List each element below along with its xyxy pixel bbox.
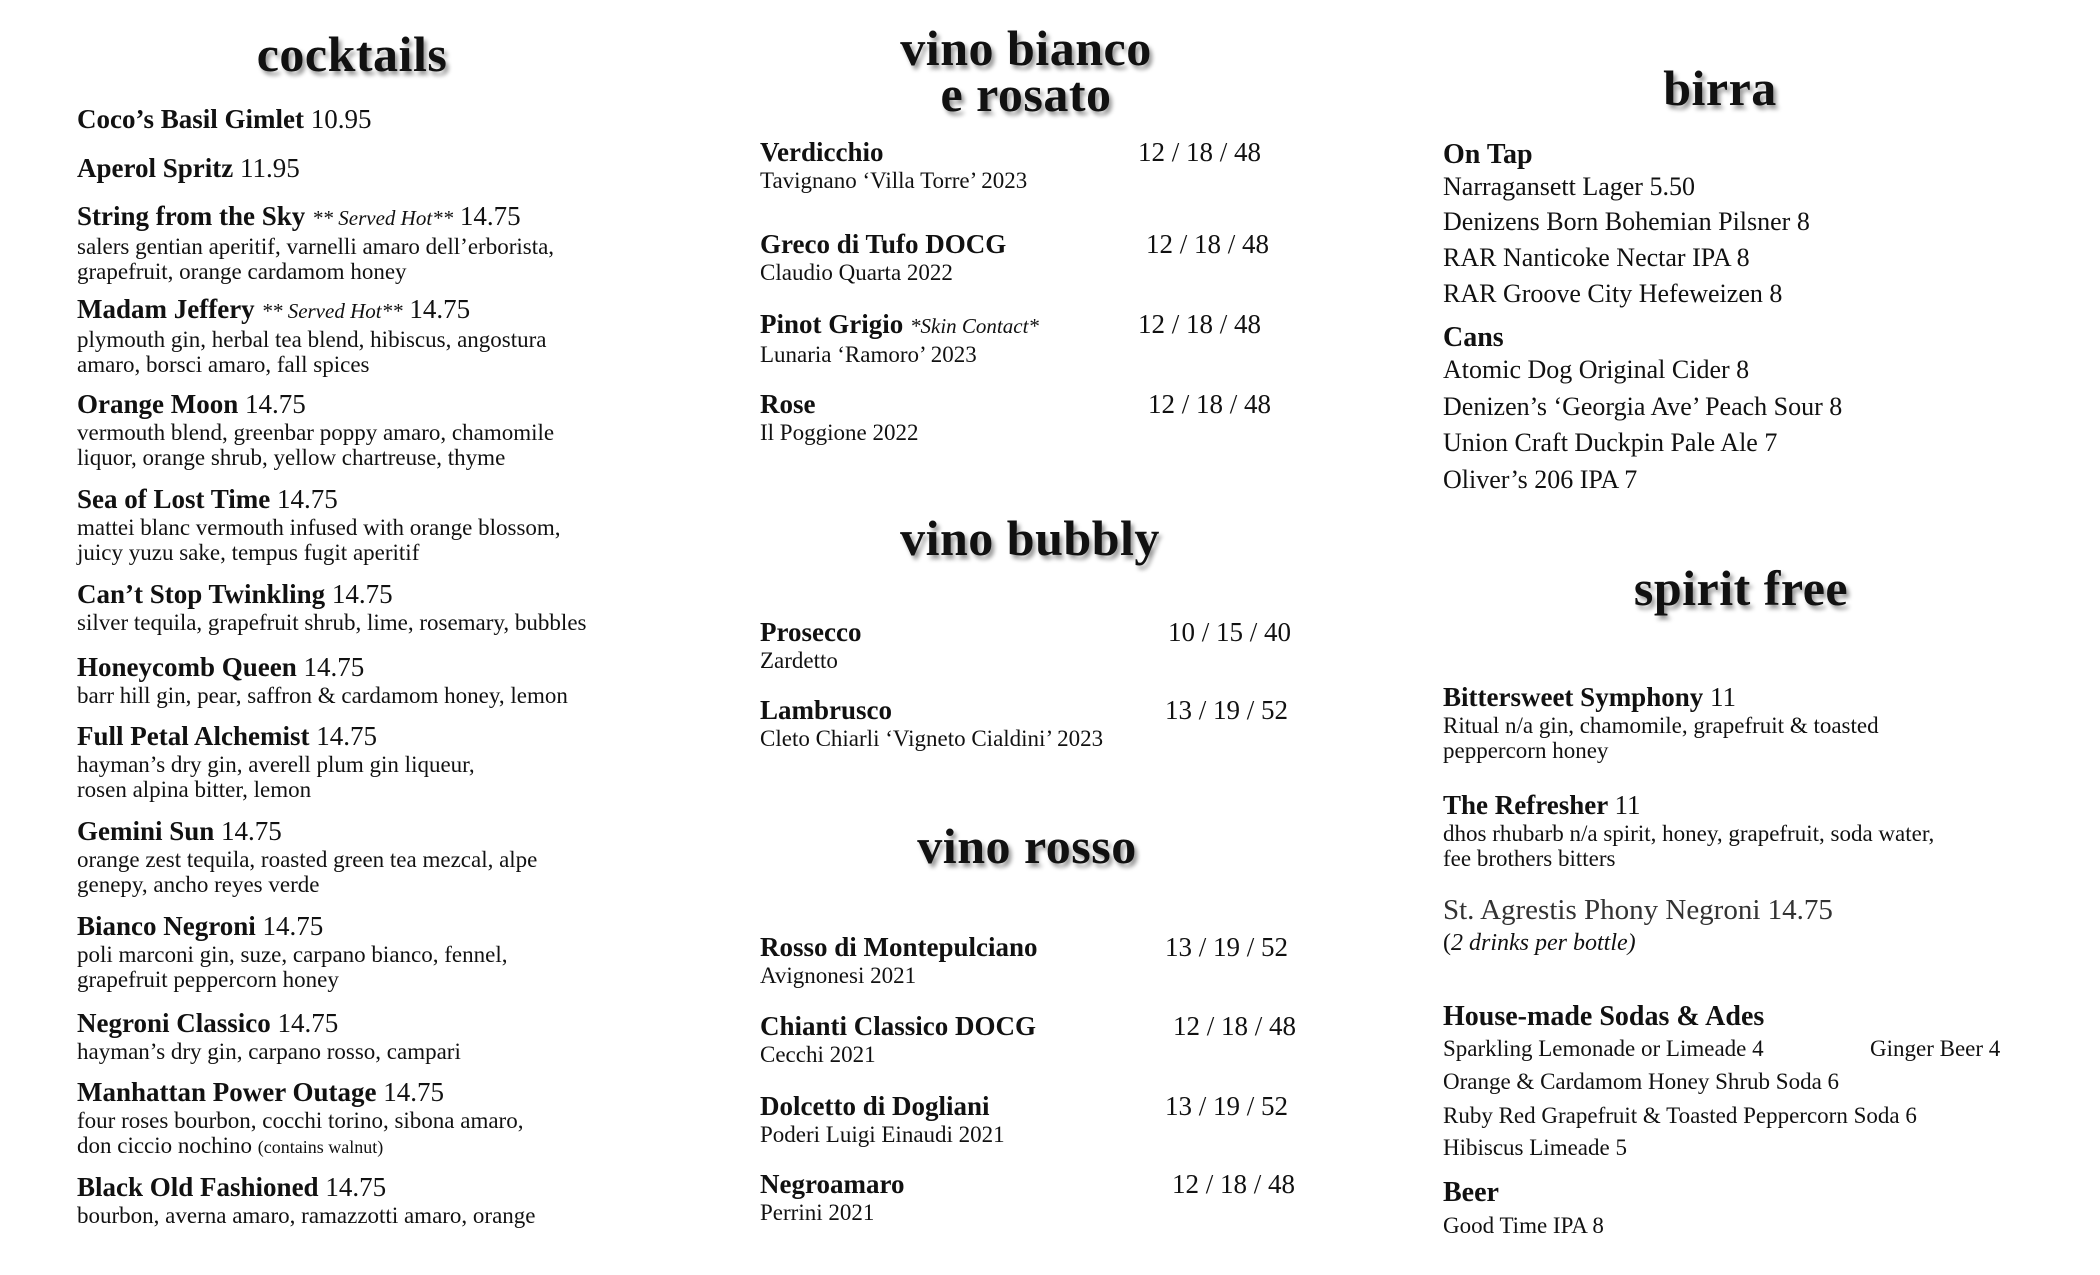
cocktail-description <box>77 259 554 284</box>
soda-item: Sparkling Lemonade or Limeade 4 <box>1443 1036 1764 1061</box>
description-text: liquor, orange shrub, yellow chartreuse, thyme <box>77 445 506 470</box>
cocktail-name: Madam Jeffery <box>77 294 255 324</box>
cocktail-name-line <box>77 652 568 683</box>
cocktail-description <box>77 610 586 635</box>
wine-name-line <box>760 932 1038 963</box>
wine-item <box>760 229 1006 285</box>
ginger-beer-item: Ginger Beer 4 <box>1870 1036 2001 1061</box>
wine-name-line <box>760 137 1027 168</box>
cocktail-description <box>77 540 561 565</box>
heading-spirit-free: spirit free <box>1633 560 1849 616</box>
cocktail-description <box>77 445 554 470</box>
wine-item <box>760 695 1103 751</box>
cocktail-price: 14.75 <box>325 1172 387 1202</box>
description-text: four roses bourbon, cocchi torino, sibona amaro, <box>77 1108 524 1133</box>
wine-producer: Il Poggione 2022 <box>760 420 919 445</box>
cocktail-price: 14.75 <box>277 1008 339 1038</box>
wine-price: 13 / 19 / 52 <box>1165 1091 1289 1121</box>
description-text: genepy, ancho reyes verde <box>77 872 320 897</box>
wine-price: 12 / 18 / 48 <box>1146 229 1270 259</box>
wine-item <box>760 1011 1036 1067</box>
wine-name: Negroamaro <box>760 1169 905 1199</box>
heading-vino-bianco: vino bianco <box>900 20 1152 76</box>
cocktail-name: Full Petal Alchemist <box>77 721 310 751</box>
heading-vino-rosso: vino rosso <box>917 818 1137 874</box>
phony-negroni-note <box>1443 930 1636 956</box>
served-hot-note: ** Served Hot** <box>312 206 454 230</box>
cocktail-price: 14.75 <box>277 484 338 514</box>
cocktail-name: Negroni Classico <box>77 1008 271 1038</box>
wine-price: 13 / 19 / 52 <box>1165 695 1289 725</box>
cocktail-name-line <box>77 201 554 234</box>
wine-name-line <box>760 229 1006 260</box>
wine-item <box>760 932 1038 988</box>
spirit-free-description: dhos rhubarb n/a spirit, honey, grapefruit, soda water, <box>1443 821 1935 846</box>
cocktail-name: Manhattan Power Outage <box>77 1077 377 1107</box>
wine-price: 12 / 18 / 48 <box>1172 1169 1296 1199</box>
cocktail-item <box>77 484 561 565</box>
cocktail-description <box>77 752 475 777</box>
description-text: grapefruit peppercorn honey <box>77 967 339 992</box>
description-text: bourbon, averna amaro, ramazzotti amaro, orange <box>77 1203 536 1228</box>
cocktail-item <box>77 1008 461 1064</box>
description-text: amaro, borsci amaro, fall spices <box>77 352 370 377</box>
cocktail-name: Bianco Negroni <box>77 911 256 941</box>
cocktail-item <box>77 1172 536 1228</box>
description-text: salers gentian aperitif, varnelli amaro dell’erborista, <box>77 234 555 259</box>
beer-item: Denizens Born Bohemian Pilsner 8 <box>1443 207 1810 236</box>
description-text: vermouth blend, greenbar poppy amaro, chamomile <box>77 420 555 445</box>
cocktail-name-line <box>77 721 475 752</box>
description-text: barr hill gin, pear, saffron & cardamom honey, lemon <box>77 683 568 708</box>
cocktail-name-line <box>77 911 507 942</box>
cocktail-item <box>77 652 568 708</box>
can-item: Oliver’s 206 IPA 7 <box>1443 465 1638 494</box>
wine-name-line <box>760 1011 1036 1042</box>
cocktail-description <box>77 327 547 352</box>
spirit-free-name: The Refresher <box>1443 790 1608 820</box>
can-item: Denizen’s ‘Georgia Ave’ Peach Sour 8 <box>1443 392 1843 421</box>
cocktail-name: Coco’s Basil Gimlet <box>77 104 304 134</box>
can-item: Atomic Dog Original Cider 8 <box>1443 355 1750 384</box>
beer-label: Beer <box>1443 1177 1499 1208</box>
wine-name-line <box>760 695 1103 726</box>
wine-producer: Tavignano ‘Villa Torre’ 2023 <box>760 168 1028 193</box>
cocktail-name: Black Old Fashioned <box>77 1172 319 1202</box>
wine-item <box>760 137 1027 193</box>
cocktail-price: 11.95 <box>240 153 300 183</box>
beer-item: RAR Groove City Hefeweizen 8 <box>1443 279 1783 308</box>
cocktail-name: Honeycomb Queen <box>77 652 297 682</box>
na-beer-item: Good Time IPA 8 <box>1443 1213 1604 1238</box>
description-text: don ciccio nochino <box>77 1133 253 1158</box>
cocktail-price: 14.75 <box>303 652 365 682</box>
cocktail-price: 14.75 <box>409 294 471 324</box>
cocktail-name-line <box>77 1008 461 1039</box>
cocktail-price: 14.75 <box>245 389 306 419</box>
cocktail-name: Gemini Sun <box>77 816 215 846</box>
cocktail-description <box>77 872 537 897</box>
cocktail-name-line <box>77 153 300 184</box>
wine-name: Pinot Grigio <box>760 309 904 339</box>
description-text: grapefruit, orange cardamom honey <box>77 259 407 284</box>
cocktail-name-line <box>77 1172 536 1203</box>
wine-item <box>760 1091 1005 1147</box>
spirit-free-price: 11 <box>1709 682 1736 712</box>
wine-name: Greco di Tufo DOCG <box>760 229 1007 259</box>
spirit-free-item <box>1443 790 1934 871</box>
wine-name-line <box>760 1169 904 1200</box>
spirit-free-name: Bittersweet Symphony <box>1443 682 1704 712</box>
spirit-free-description: Ritual n/a gin, chamomile, grapefruit & toasted <box>1443 713 1879 738</box>
cocktail-description <box>77 1039 461 1064</box>
wine-item <box>760 389 918 445</box>
cocktail-item <box>77 294 547 377</box>
cocktail-description <box>77 942 507 967</box>
cocktail-price: 14.75 <box>262 911 324 941</box>
cocktail-item <box>77 721 475 802</box>
cocktail-name-line <box>77 1077 523 1108</box>
spirit-free-description: peppercorn honey <box>1443 738 1609 763</box>
description-text: poli marconi gin, suze, carpano bianco, fennel, <box>77 942 508 967</box>
wine-producer: Poderi Luigi Einaudi 2021 <box>760 1122 1005 1147</box>
on-tap-label: On Tap <box>1443 139 1533 170</box>
wine-producer: Perrini 2021 <box>760 1200 875 1225</box>
cocktail-description <box>77 847 537 872</box>
spirit-free-name-line <box>1443 682 1879 713</box>
served-hot-note: ** Served Hot** <box>261 299 403 323</box>
wine-producer: Cleto Chiarli ‘Vigneto Cialdini’ 2023 <box>760 726 1104 751</box>
wine-name: Verdicchio <box>760 137 884 167</box>
description-text: hayman’s dry gin, carpano rosso, campari <box>77 1039 461 1064</box>
heading-e-rosato: e rosato <box>940 66 1112 122</box>
cans-label: Cans <box>1443 322 1504 353</box>
paren: ( <box>1443 930 1451 956</box>
wine-name-line <box>760 309 1039 342</box>
cocktail-price: 14.75 <box>316 721 377 751</box>
wine-note: *Skin Contact* <box>910 314 1039 338</box>
cocktail-name-line <box>77 579 586 610</box>
wine-name: Prosecco <box>760 617 862 647</box>
soda-item: Hibiscus Limeade 5 <box>1443 1135 1627 1160</box>
wine-price: 12 / 18 / 48 <box>1138 137 1262 167</box>
description-text: juicy yuzu sake, tempus fugit aperitif <box>77 540 420 565</box>
wine-name: Rosso di Montepulciano <box>760 932 1038 962</box>
cocktail-name-line <box>77 484 561 515</box>
cocktail-description <box>77 1108 523 1133</box>
description-text: rosen alpina bitter, lemon <box>77 777 312 802</box>
cocktail-description <box>77 515 561 540</box>
cocktail-item <box>77 911 507 992</box>
spirit-free-description: fee brothers bitters <box>1443 846 1616 871</box>
allergen-note: (contains walnut) <box>257 1137 384 1157</box>
cocktail-item <box>77 389 554 470</box>
cocktail-name-line <box>77 104 371 135</box>
cocktail-description <box>77 1203 536 1228</box>
heading-cocktails: cocktails <box>256 26 448 82</box>
cocktail-item <box>77 816 537 897</box>
cocktail-price: 14.75 <box>331 579 393 609</box>
cocktail-item <box>77 1077 523 1160</box>
wine-price: 12 / 18 / 48 <box>1138 309 1262 339</box>
spirit-free-name-line <box>1443 790 1934 821</box>
wine-producer: Zardetto <box>760 648 838 673</box>
cocktail-price: 14.75 <box>383 1077 444 1107</box>
wine-item <box>760 617 861 673</box>
wine-price: 13 / 19 / 52 <box>1165 932 1289 962</box>
cocktail-description <box>77 352 547 377</box>
wine-item <box>760 1169 904 1225</box>
cocktail-item <box>77 201 554 284</box>
wine-name-line <box>760 389 918 420</box>
cocktail-description <box>77 683 568 708</box>
wine-producer: Cecchi 2021 <box>760 1042 876 1067</box>
wine-producer: Lunaria ‘Ramoro’ 2023 <box>760 342 977 367</box>
cocktail-description <box>77 234 554 259</box>
wine-item <box>760 309 1039 367</box>
cocktail-name: Orange Moon <box>77 389 239 419</box>
sodas-label: House-made Sodas & Ades <box>1443 1001 1765 1032</box>
heading-birra: birra <box>1663 60 1777 116</box>
cocktail-description <box>77 967 507 992</box>
cocktail-name: Can’t Stop Twinkling <box>77 579 326 609</box>
cocktail-price: 10.95 <box>310 104 372 134</box>
cocktail-description <box>77 1133 523 1160</box>
cocktail-price: 14.75 <box>221 816 282 846</box>
cocktail-description <box>77 777 475 802</box>
cocktail-name-line <box>77 294 547 327</box>
phony-note-text: 2 drinks per bottle) <box>1451 930 1636 956</box>
cocktail-item <box>77 153 300 184</box>
wine-name-line <box>760 617 861 648</box>
description-text: plymouth gin, herbal tea blend, hibiscus, angostura <box>77 327 547 352</box>
beer-item: RAR Nanticoke Nectar IPA 8 <box>1443 243 1750 272</box>
wine-producer: Avignonesi 2021 <box>760 963 917 988</box>
cocktail-item <box>77 104 371 135</box>
spirit-free-item <box>1443 682 1879 763</box>
beer-item: Narragansett Lager 5.50 <box>1443 172 1695 201</box>
wine-name: Dolcetto di Dogliani <box>760 1091 990 1121</box>
wine-price: 12 / 18 / 48 <box>1173 1011 1297 1041</box>
soda-item: Ruby Red Grapefruit & Toasted Peppercorn Soda 6 <box>1443 1103 1917 1128</box>
wine-name: Lambrusco <box>760 695 893 725</box>
spirit-free-price: 11 <box>1614 790 1641 820</box>
cocktail-item <box>77 579 586 635</box>
wine-price: 12 / 18 / 48 <box>1148 389 1272 419</box>
wine-name: Rose <box>760 389 816 419</box>
wine-price: 10 / 15 / 40 <box>1168 617 1292 647</box>
phony-negroni: St. Agrestis Phony Negroni 14.75 <box>1443 894 1833 926</box>
wine-producer: Claudio Quarta 2022 <box>760 260 953 285</box>
can-item: Union Craft Duckpin Pale Ale 7 <box>1443 428 1778 457</box>
cocktail-price: 14.75 <box>459 201 521 231</box>
cocktail-name: String from the Sky <box>77 201 306 231</box>
cocktail-name: Aperol Spritz <box>77 153 234 183</box>
heading-vino-bubbly: vino bubbly <box>900 510 1160 566</box>
wine-name-line <box>760 1091 1005 1122</box>
description-text: mattei blanc vermouth infused with orange blossom, <box>77 515 561 540</box>
soda-item: Orange & Cardamom Honey Shrub Soda 6 <box>1443 1069 1840 1094</box>
wine-name: Chianti Classico DOCG <box>760 1011 1037 1041</box>
cocktail-name: Sea of Lost Time <box>77 484 271 514</box>
cocktail-name-line <box>77 389 554 420</box>
cocktail-description <box>77 420 554 445</box>
description-text: orange zest tequila, roasted green tea mezcal, alpe <box>77 847 538 872</box>
cocktail-name-line <box>77 816 537 847</box>
description-text: silver tequila, grapefruit shrub, lime, rosemary, bubbles <box>77 610 587 635</box>
description-text: hayman’s dry gin, averell plum gin liqueur, <box>77 752 475 777</box>
